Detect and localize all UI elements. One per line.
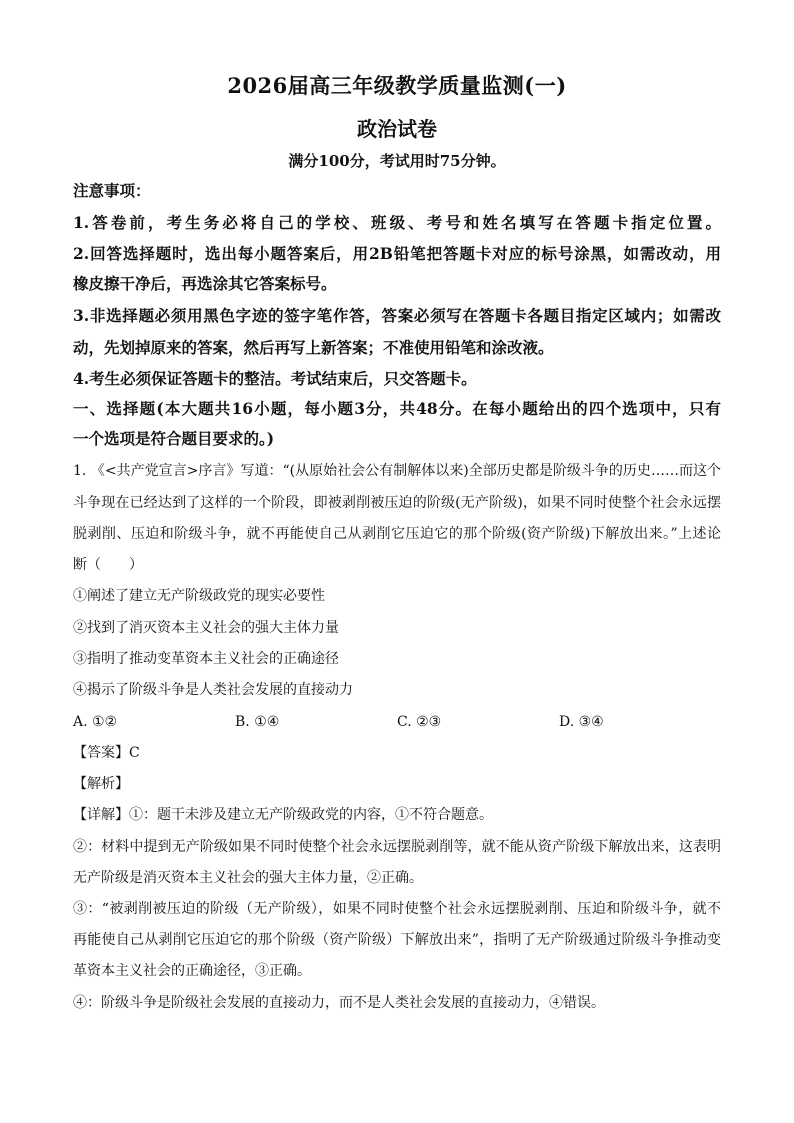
question-stem-line: 断（ ） [73, 557, 143, 573]
question-item: ④揭示了阶级斗争是人类社会发展的直接动力 [73, 682, 353, 698]
note-line: 1.答卷前，考生务必将自己的学校、班级、考号和姓名填写在答题卡指定位置。 [73, 213, 721, 232]
note-line: 4.考生必须保证答题卡的整洁。考试结束后，只交答题卡。 [73, 369, 477, 388]
analysis-line: 革资本主义社会的正确途径，③正确。 [73, 963, 311, 979]
question-item: ①阐述了建立无产阶级政党的现实必要性 [73, 588, 325, 604]
subject-title: 政治试卷 [357, 117, 437, 141]
section-heading-cont: 一个选项是符合题目要求的。) [73, 429, 275, 448]
analysis-line: ④：阶级斗争是阶级社会发展的直接动力，而不是人类社会发展的直接动力，④错误。 [73, 995, 605, 1011]
exam-info: 满分100分，考试用时75分钟。 [288, 152, 506, 170]
analysis-line: ③：“被剥削被压迫的阶级（无产阶级），如果不同时使整个社会永远摆脱剥削、压迫和阶级斗争，就不 [73, 901, 721, 917]
answer-line: 【答案】C [73, 745, 140, 761]
options-row [73, 711, 721, 733]
option-c: C. ②③ [397, 714, 442, 730]
option-b: B. ①④ [235, 714, 280, 730]
note-line: 橡皮擦干净后，再选涂其它答案标号。 [73, 274, 337, 293]
notes-heading: 注意事项： [73, 181, 151, 200]
option-d: D. ③④ [559, 714, 604, 730]
analysis-line: 无产阶级是消灭资本主义社会的强大主体力量，②正确。 [73, 870, 423, 886]
question-stem-line: 斗争现在已经达到了这样的一个阶段，即被剥削被压迫的阶级(无产阶级)，如果不同时使整个社会永远摆 [73, 495, 721, 511]
analysis-line: 再能使自己从剥削它压迫它的那个阶级（资产阶级）下解放出来”，指明了无产阶级通过阶级斗争推动变 [73, 932, 721, 948]
analysis-line: 【详解】①：题干未涉及建立无产阶级政党的内容，①不符合题意。 [73, 807, 493, 823]
section-heading: 一、选择题(本大题共16小题，每小题3分，共48分。在每小题给出的四个选项中，只有 [73, 399, 721, 418]
question-item: ③指明了推动变革资本主义社会的正确途径 [73, 651, 339, 667]
question-stem-line: 脱剥削、压迫和阶级斗争，就不再能使自己从剥削它压迫它的那个阶级(资产阶级)下解放出来。”上述论 [73, 526, 721, 542]
note-line: 3.非选择题必须用黑色字迹的签字笔作答，答案必须写在答题卡各题目指定区域内；如需改 [73, 306, 721, 325]
note-line: 动，先划掉原来的答案，然后再写上新答案；不准使用铅笔和涂改液。 [73, 338, 554, 357]
analysis-line: ②：材料中提到无产阶级如果不同时使整个社会永远摆脱剥削等，就不能从资产阶级下解放出来，这表明 [73, 839, 721, 855]
question-stem-line: 1. 《<共产党宣言>序言》写道：“(从原始社会公有制解体以来)全部历史都是阶级斗争的历史……而这个 [73, 463, 721, 479]
analysis-heading: 【解析】 [73, 776, 129, 792]
exam-title: 2026届高三年级教学质量监测(一) [227, 73, 567, 98]
option-a: A. ①② [73, 714, 118, 730]
question-item: ②找到了消灭资本主义社会的强大主体力量 [73, 620, 339, 636]
note-line: 2.回答选择题时，选出每小题答案后，用2B铅笔把答题卡对应的标号涂黑，如需改动，用 [73, 244, 721, 263]
